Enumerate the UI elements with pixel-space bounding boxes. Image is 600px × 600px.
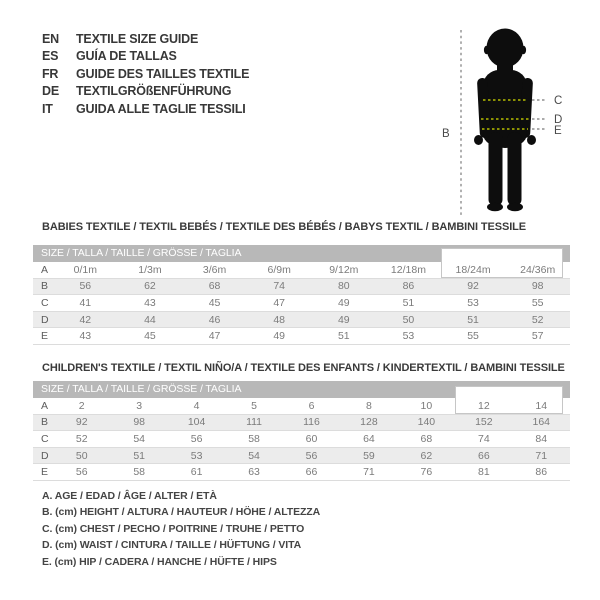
table-cell: 12/18m [390, 263, 426, 276]
table-cell: 58 [133, 466, 145, 479]
table-cell: 68 [420, 432, 433, 445]
table-cell: 45 [144, 330, 156, 343]
table-row [33, 448, 570, 465]
row-label: B [41, 416, 49, 429]
table-cell: 59 [363, 449, 375, 462]
table-row [33, 415, 570, 432]
table-cell: 61 [190, 466, 203, 479]
table-cell: 56 [305, 449, 318, 462]
table-cell: 71 [535, 449, 548, 462]
table-cell: 66 [305, 466, 318, 479]
language-code: FR [42, 66, 59, 81]
children-section-title: CHILDREN'S TEXTILE / TEXTIL NIÑO/A / TEXTILE DES ENFANTS / KINDERTEXTIL / BAMBINI TESSILE [42, 362, 565, 374]
row-label: C [41, 432, 49, 445]
list-item [42, 101, 249, 118]
table-cell: 116 [303, 416, 320, 429]
table-row [33, 312, 570, 329]
table-cell: 48 [273, 313, 286, 326]
row-label: B [41, 280, 49, 293]
table-cell: 14 [535, 399, 548, 412]
table-cell: 51 [337, 330, 350, 343]
row-label: C [41, 296, 49, 309]
table-cell: 51 [467, 313, 479, 326]
table-cell: 43 [144, 296, 156, 309]
table-cell: 55 [531, 296, 544, 309]
table-cell: 56 [190, 432, 203, 445]
table-cell: 55 [467, 330, 479, 343]
table-cell: 47 [273, 296, 286, 309]
table-cell: 43 [79, 330, 92, 343]
table-cell: 10 [420, 399, 433, 412]
table-cell: 164 [532, 416, 551, 429]
table-row [33, 464, 570, 481]
table-cell: 84 [535, 432, 548, 445]
table-cell: 53 [402, 330, 415, 343]
table-cell: 63 [248, 466, 260, 479]
label-d: D [554, 114, 563, 126]
table-cell: 86 [402, 280, 415, 293]
table-cell: 0/1m [73, 263, 97, 276]
table-cell: 12 [477, 399, 490, 412]
language-title: GUÍA DE TALLAS [76, 49, 177, 64]
table-cell: 54 [248, 449, 260, 462]
table-cell: 52 [75, 432, 88, 445]
table-cell: 47 [208, 330, 221, 343]
label-c: C [554, 95, 563, 107]
child-silhouette-diagram [433, 12, 598, 227]
table-cell: 74 [273, 280, 286, 293]
row-label: A [41, 263, 49, 276]
legend-line-e: E. (cm) HIP / CADERA / HANCHE / HÜFTE / HIPS [42, 555, 277, 568]
table-cell: 64 [363, 432, 375, 445]
language-code: IT [42, 101, 53, 116]
row-label: E [41, 466, 49, 479]
table-cell: 49 [337, 296, 350, 309]
table-cell: 56 [75, 466, 88, 479]
table-cell: 52 [531, 313, 544, 326]
table-cell: 98 [531, 280, 544, 293]
table-cell: 49 [337, 313, 350, 326]
legend-line-c: C. (cm) CHEST / PECHO / POITRINE / TRUHE / PETTO [42, 522, 305, 535]
language-code: EN [42, 32, 59, 46]
language-title: GUIDA ALLE TAGLIE TESSILI [76, 101, 246, 116]
label-b: B [442, 128, 450, 140]
language-title: GUIDE DES TAILLES TEXTILE [76, 66, 250, 81]
table-cell: 128 [360, 416, 378, 429]
table-row [33, 431, 570, 448]
row-label: D [41, 449, 49, 462]
row-label: D [41, 313, 49, 326]
table-cell: 60 [305, 432, 318, 445]
table-cell: 41 [79, 296, 92, 309]
list-item [42, 31, 249, 48]
children-table-rows [33, 398, 570, 481]
label-e: E [554, 125, 562, 137]
table-cell: 104 [187, 416, 206, 429]
table-cell: 54 [133, 432, 145, 445]
table-cell: 74 [477, 432, 490, 445]
table-row [33, 279, 570, 296]
table-row [33, 398, 570, 415]
table-cell: 86 [535, 466, 548, 479]
table-cell: 6/9m [267, 263, 291, 276]
table-cell: 53 [190, 449, 203, 462]
children-size-header-bar: SIZE / TALLA / TAILLE / GRÖSSE / TAGLIA [33, 381, 570, 398]
child-silhouette [474, 29, 536, 212]
table-cell: 50 [75, 449, 88, 462]
table-cell: 140 [417, 416, 436, 429]
table-cell: 80 [337, 280, 350, 293]
table-row [33, 262, 570, 279]
table-cell: 24/36m [520, 263, 556, 276]
table-cell: 8 [366, 399, 372, 412]
children-size-table [33, 381, 570, 481]
table-cell: 53 [467, 296, 479, 309]
table-cell: 6 [308, 399, 315, 412]
legend-line-a: A. AGE / EDAD / ÂGE / ALTER / ETÀ [42, 490, 217, 502]
legend-line-b: B. (cm) HEIGHT / ALTURA / HAUTEUR / HÖHE / ALTEZZA [42, 506, 321, 519]
row-label: A [41, 399, 49, 412]
table-cell: 51 [402, 296, 415, 309]
measurement-figure [433, 12, 598, 232]
table-cell: 62 [420, 449, 433, 462]
table-cell: 18/24m [455, 263, 491, 276]
row-label: E [41, 330, 49, 343]
table-cell: 62 [144, 280, 156, 293]
table-cell: 111 [246, 416, 263, 429]
babies-size-header-bar: SIZE / TALLA / TAILLE / GRÖSSE / TAGLIA [33, 245, 570, 262]
table-cell: 51 [133, 449, 145, 462]
table-cell: 68 [208, 280, 221, 293]
table-cell: 152 [475, 416, 493, 429]
table-cell: 45 [208, 296, 221, 309]
list-item [42, 48, 249, 65]
table-cell: 5 [251, 399, 257, 412]
table-cell: 49 [273, 330, 286, 343]
language-title: TEXTILE SIZE GUIDE [76, 32, 199, 46]
table-cell: 66 [477, 449, 490, 462]
table-cell: 58 [248, 432, 260, 445]
table-cell: 98 [133, 416, 145, 429]
babies-section-title: BABIES TEXTILE / TEXTIL BEBÉS / TEXTILE DES BÉBÉS / BABYS TEXTIL / BAMBINI TESSILE [42, 221, 527, 233]
table-cell: 50 [402, 313, 415, 326]
table-cell: 57 [531, 330, 544, 343]
table-cell: 71 [363, 466, 375, 479]
table-cell: 42 [79, 313, 92, 326]
measurement-legend [42, 488, 320, 570]
list-item [42, 66, 249, 83]
language-title: TEXTILGRÖßENFÜHRUNG [76, 84, 232, 99]
table-cell: 3 [136, 399, 143, 412]
list-item [42, 83, 249, 100]
table-cell: 1/3m [138, 263, 162, 276]
table-cell: 4 [193, 399, 200, 412]
language-code: ES [42, 49, 59, 64]
table-cell: 9/12m [329, 263, 359, 276]
table-cell: 56 [79, 280, 92, 293]
language-list [42, 31, 249, 118]
table-cell: 81 [477, 466, 490, 479]
table-row [33, 295, 570, 312]
language-code: DE [42, 84, 59, 99]
table-cell: 3/6m [202, 263, 227, 276]
table-cell: 46 [208, 313, 221, 326]
table-cell: 44 [144, 313, 156, 326]
table-cell: 2 [78, 399, 85, 412]
babies-size-table [33, 245, 570, 345]
table-cell: 92 [75, 416, 88, 429]
table-row [33, 328, 570, 345]
legend-line-d: D. (cm) WAIST / CINTURA / TAILLE / HÜFTUNG / VITA [42, 539, 302, 552]
table-cell: 92 [467, 280, 479, 293]
table-cell: 76 [420, 466, 433, 479]
babies-table-rows [33, 262, 570, 345]
